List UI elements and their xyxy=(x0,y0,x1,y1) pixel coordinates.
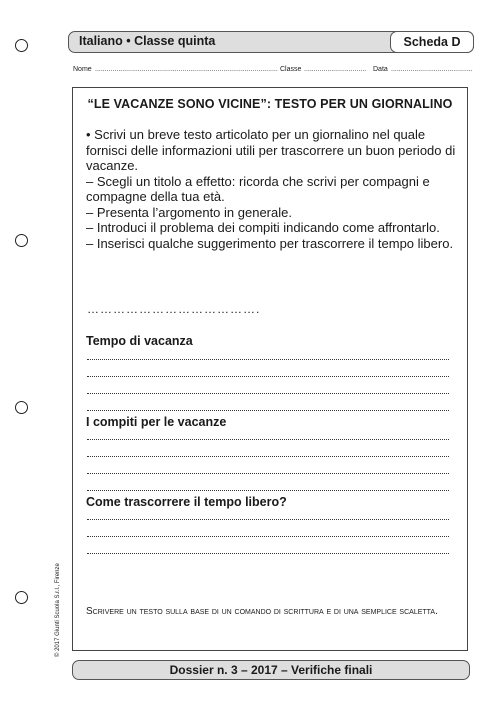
binder-hole xyxy=(15,234,28,247)
name-label: Nome xyxy=(73,66,92,73)
write-line[interactable] xyxy=(87,439,449,440)
exercise-title: “LE VACANZE SONO VICINE”: TESTO PER UN GIORNALINO xyxy=(87,97,453,111)
binder-hole xyxy=(15,401,28,414)
instructions xyxy=(86,127,462,251)
binder-hole xyxy=(15,591,28,604)
write-line[interactable] xyxy=(87,536,449,537)
scheda-badge: Scheda D xyxy=(390,31,474,53)
instruction-item: – Scegli un titolo a effetto: ricorda che scrivi per compagni e compagne della tua età. xyxy=(86,173,430,204)
copyright-notice: © 2017 Giunti Scuola S.r.l., Firenze xyxy=(55,563,61,657)
name-field[interactable]: .............................................................................................. xyxy=(95,66,278,73)
instruction-item: – Presenta l’argomento in generale. xyxy=(86,204,292,220)
section-heading: Tempo di vacanza xyxy=(86,334,193,348)
write-line[interactable] xyxy=(87,376,449,377)
write-line[interactable] xyxy=(87,490,449,491)
header-title: Italiano • Classe quinta xyxy=(79,34,216,48)
write-line[interactable] xyxy=(87,456,449,457)
student-info-row xyxy=(73,66,473,78)
date-field[interactable]: .......................................... xyxy=(391,66,473,73)
instruction-item: • Scrivi un breve testo articolato per un giornalino nel quale fornisci delle informazioni utili per trascorrere un buon periodo di vacanze. xyxy=(86,127,456,173)
binder-hole xyxy=(15,39,28,52)
instruction-item: – Inserisci qualche suggerimento per trascorrere il tempo libero. xyxy=(86,235,454,251)
task-description: Scrivere un testo sulla base di un comando di scrittura e di una semplice scaletta. xyxy=(86,606,438,617)
write-line[interactable] xyxy=(87,553,449,554)
section-heading: I compiti per le vacanze xyxy=(86,415,227,429)
header-bar xyxy=(68,31,474,53)
date-label: Data xyxy=(373,66,388,73)
title-write-line[interactable]: …………………………………. xyxy=(87,302,261,316)
class-field[interactable]: ................................ xyxy=(304,66,367,73)
section-heading: Come trascorrere il tempo libero? xyxy=(86,495,287,509)
write-line[interactable] xyxy=(87,410,449,411)
write-line[interactable] xyxy=(87,519,449,520)
write-line[interactable] xyxy=(87,359,449,360)
footer-bar: Dossier n. 3 – 2017 – Verifiche finali xyxy=(72,660,470,680)
write-line[interactable] xyxy=(87,473,449,474)
exercise-box xyxy=(72,87,468,651)
class-label: Classe xyxy=(280,66,302,73)
write-line[interactable] xyxy=(87,393,449,394)
instruction-item: – Introduci il problema dei compiti indicando come affrontarlo. xyxy=(86,220,440,235)
